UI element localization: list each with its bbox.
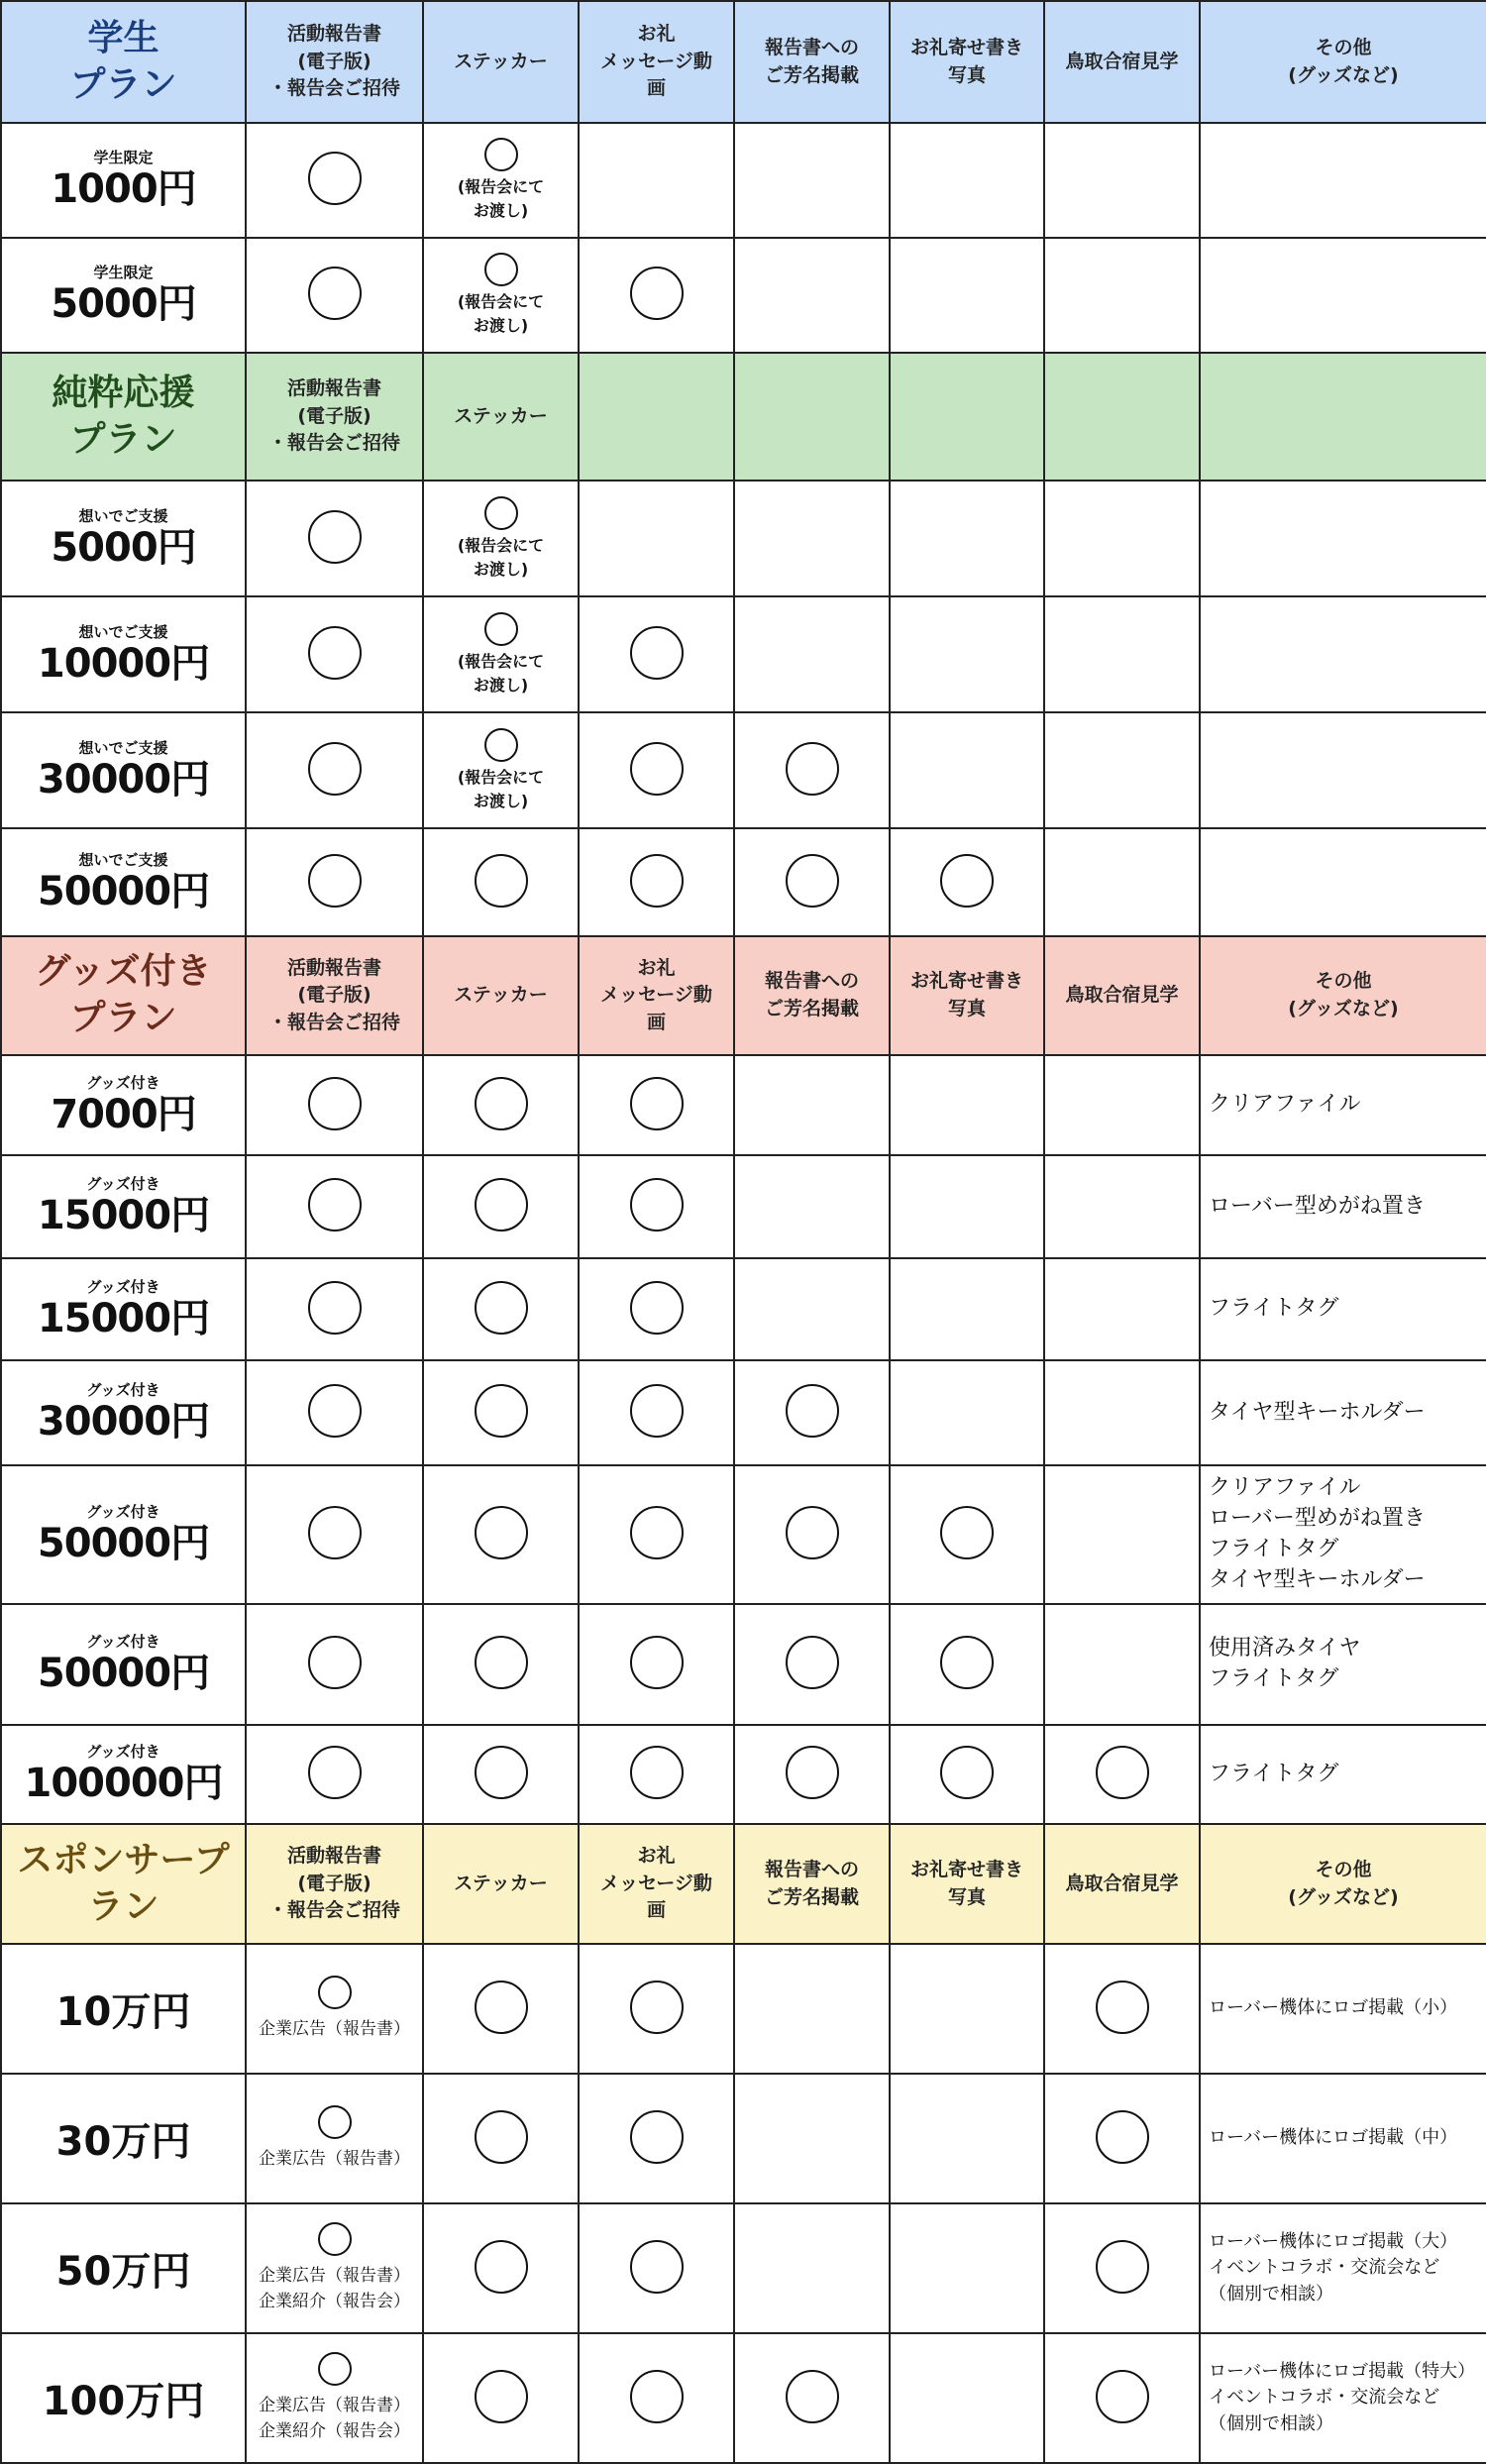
circle-mark-icon [940,1506,994,1559]
circle-mark-icon [630,1506,684,1559]
check-cell [246,828,423,936]
empty-cell [890,353,1044,481]
plan-row [1,1155,1486,1258]
empty-cell [1044,238,1200,353]
check-cell: 企業広告（報告書） 企業紹介（報告会） [246,2203,423,2333]
check-cell: (報告会にて お渡し) [423,481,579,596]
circle-mark-icon [1096,2240,1149,2294]
price-cell: グッズ付き 30000円 [1,1360,246,1465]
check-cell [579,712,734,828]
price-cell: 学生限定 5000円 [1,238,246,353]
plan-row [1,481,1486,596]
plan-row [1,1604,1486,1725]
check-cell [423,2074,579,2203]
circle-mark-icon [308,1281,362,1335]
circle-mark-icon [475,854,528,908]
empty-cell [1044,353,1200,481]
empty-cell [890,596,1044,712]
empty-cell [1044,1360,1200,1465]
price-cell: 想いでご支援 10000円 [1,596,246,712]
circle-mark-icon [475,2370,528,2423]
column-header: ステッカー [423,1824,579,1944]
empty-cell [1044,1258,1200,1360]
check-cell [579,238,734,353]
plan-row [1,238,1486,353]
empty-cell [890,481,1044,596]
check-cell: 企業広告（報告書） [246,1944,423,2074]
check-cell [246,1360,423,1465]
check-cell: 企業広告（報告書） [246,2074,423,2203]
circle-mark-icon [940,1746,994,1799]
circle-mark-icon [484,496,518,530]
column-header: 報告書への ご芳名掲載 [734,936,890,1055]
circle-mark-icon [308,742,362,796]
circle-mark-icon [308,1636,362,1689]
section-title: スポンサープ ラン [1,1824,246,1944]
check-cell [423,1725,579,1824]
empty-cell [734,238,890,353]
price-cell: グッズ付き 50000円 [1,1604,246,1725]
circle-mark-icon [475,1281,528,1335]
section-title: グッズ付き プラン [1,936,246,1055]
price-cell: グッズ付き 7000円 [1,1055,246,1155]
check-cell [734,828,890,936]
empty-cell [890,2203,1044,2333]
circle-mark-icon [318,2105,352,2139]
circle-mark-icon [786,1506,839,1559]
check-cell [246,1055,423,1155]
circle-mark-icon [484,728,518,762]
check-cell [734,1360,890,1465]
plan-row [1,1055,1486,1155]
circle-mark-icon [318,1976,352,2009]
check-cell [246,1258,423,1360]
check-cell [246,1604,423,1725]
check-cell [734,1725,890,1824]
price-cell: 想いでご支援 5000円 [1,481,246,596]
plan-row [1,1360,1486,1465]
check-cell: 企業広告（報告書） 企業紹介（報告会） [246,2333,423,2463]
empty-cell [1044,481,1200,596]
benefit-cell: ローバー機体にロゴ掲載（特大） イベントコラボ・交流会など （個別で相談） [1200,2333,1486,2463]
plan-row [1,828,1486,936]
circle-mark-icon [630,742,684,796]
circle-mark-icon [308,1077,362,1130]
column-header: その他 (グッズなど) [1200,1,1486,123]
check-cell: (報告会にて お渡し) [423,596,579,712]
check-cell [890,1604,1044,1725]
check-cell [579,1360,734,1465]
circle-mark-icon [318,2352,352,2386]
check-cell [1044,2203,1200,2333]
empty-cell [579,481,734,596]
check-cell [579,2203,734,2333]
check-cell [423,828,579,936]
circle-mark-icon [630,854,684,908]
circle-mark-icon [475,1981,528,2034]
circle-mark-icon [308,510,362,564]
goods-cell: 使用済みタイヤ フライトタグ [1200,1604,1486,1725]
check-cell [1044,2333,1200,2463]
check-cell [579,1258,734,1360]
column-header: 活動報告書 (電子版) ・報告会ご招待 [246,936,423,1055]
price-cell: グッズ付き 50000円 [1,1465,246,1604]
empty-cell [1044,1055,1200,1155]
price-cell: グッズ付き 100000円 [1,1725,246,1824]
price-cell: 想いでご支援 50000円 [1,828,246,936]
empty-cell [1044,596,1200,712]
empty-cell [1200,712,1486,828]
circle-mark-icon [1096,2370,1149,2423]
plan-row [1,1944,1486,2074]
empty-cell [734,1155,890,1258]
circle-mark-icon [630,1636,684,1689]
circle-mark-icon [484,138,518,171]
check-cell [423,2333,579,2463]
check-cell [734,2333,890,2463]
check-cell: (報告会にて お渡し) [423,238,579,353]
check-cell [1044,2074,1200,2203]
empty-cell [890,238,1044,353]
empty-cell [1044,712,1200,828]
circle-mark-icon [630,1384,684,1438]
circle-mark-icon [484,253,518,286]
empty-cell [1200,828,1486,936]
circle-mark-icon [308,854,362,908]
goods-cell: フライトタグ [1200,1725,1486,1824]
empty-cell [1044,1465,1200,1604]
circle-mark-icon [475,1746,528,1799]
empty-cell [1200,353,1486,481]
circle-mark-icon [475,1178,528,1232]
circle-mark-icon [308,267,362,320]
check-cell [579,596,734,712]
check-cell [246,481,423,596]
check-cell [423,1944,579,2074]
check-cell [246,596,423,712]
benefit-cell: ローバー機体にロゴ掲載（大） イベントコラボ・交流会など （個別で相談） [1200,2203,1486,2333]
circle-mark-icon [630,1281,684,1335]
check-cell [579,1465,734,1604]
column-header: その他 (グッズなど) [1200,1824,1486,1944]
check-cell [890,1725,1044,1824]
circle-mark-icon [786,2370,839,2423]
price-cell: 30万円 [1,2074,246,2203]
circle-mark-icon [786,1636,839,1689]
price-cell: 学生限定 1000円 [1,123,246,238]
column-header: 報告書への ご芳名掲載 [734,1,890,123]
empty-cell [734,1258,890,1360]
circle-mark-icon [786,854,839,908]
circle-mark-icon [475,2240,528,2294]
plan-row [1,2074,1486,2203]
empty-cell [1200,123,1486,238]
section-title: 学生 プラン [1,1,246,123]
circle-mark-icon [630,626,684,680]
circle-mark-icon [630,1746,684,1799]
check-cell [579,1944,734,2074]
empty-cell [890,2333,1044,2463]
column-header: お礼寄せ書き 写真 [890,936,1044,1055]
check-cell [579,2074,734,2203]
circle-mark-icon [630,2110,684,2164]
circle-mark-icon [940,1636,994,1689]
goods-cell: ローバー型めがね置き [1200,1155,1486,1258]
column-header: 鳥取合宿見学 [1044,936,1200,1055]
column-header: 鳥取合宿見学 [1044,1,1200,123]
circle-mark-icon [308,152,362,205]
circle-mark-icon [630,267,684,320]
check-cell [423,2203,579,2333]
empty-cell [579,353,734,481]
goods-cell: タイヤ型キーホルダー [1200,1360,1486,1465]
benefit-cell: ローバー機体にロゴ掲載（小） [1200,1944,1486,2074]
empty-cell [734,1055,890,1155]
empty-cell [734,596,890,712]
check-cell [890,1465,1044,1604]
circle-mark-icon [1096,2110,1149,2164]
plan-row [1,2203,1486,2333]
column-header: 活動報告書 (電子版) ・報告会ご招待 [246,353,423,481]
empty-cell [1044,123,1200,238]
plan-row [1,1725,1486,1824]
empty-cell [1200,596,1486,712]
check-cell [246,123,423,238]
plan-row [1,596,1486,712]
price-cell: グッズ付き 15000円 [1,1258,246,1360]
check-cell [734,1465,890,1604]
circle-mark-icon [475,1077,528,1130]
circle-mark-icon [1096,1981,1149,2034]
circle-mark-icon [475,1636,528,1689]
check-cell [579,1155,734,1258]
check-cell [246,1725,423,1824]
empty-cell [890,123,1044,238]
goods-cell: フライトタグ [1200,1258,1486,1360]
empty-cell [890,2074,1044,2203]
goods-cell: クリアファイル [1200,1055,1486,1155]
support-plan-header [1,353,1486,481]
empty-cell [890,712,1044,828]
plan-row [1,1258,1486,1360]
circle-mark-icon [1096,1746,1149,1799]
price-cell: 10万円 [1,1944,246,2074]
column-header: ステッカー [423,936,579,1055]
check-cell [246,238,423,353]
section-title: 純粋応援 プラン [1,353,246,481]
circle-mark-icon [308,1746,362,1799]
check-cell [734,1604,890,1725]
check-cell [423,1604,579,1725]
empty-cell [1044,1604,1200,1725]
empty-cell [1200,238,1486,353]
check-cell: (報告会にて お渡し) [423,712,579,828]
check-cell [579,1604,734,1725]
circle-mark-icon [630,1178,684,1232]
circle-mark-icon [484,612,518,646]
empty-cell [734,2203,890,2333]
check-cell [579,2333,734,2463]
goods-cell: クリアファイル ローバー型めがね置き フライトタグ タイヤ型キーホルダー [1200,1465,1486,1604]
student-plan-header [1,1,1486,123]
empty-cell [890,1944,1044,2074]
empty-cell [890,1055,1044,1155]
circle-mark-icon [630,1981,684,2034]
circle-mark-icon [475,1384,528,1438]
check-cell [423,1465,579,1604]
sponsor-plan-header [1,1824,1486,1944]
column-header: 活動報告書 (電子版) ・報告会ご招待 [246,1824,423,1944]
circle-mark-icon [475,1506,528,1559]
circle-mark-icon [318,2222,352,2256]
column-header: お礼 メッセージ動 画 [579,936,734,1055]
column-header: その他 (グッズなど) [1200,936,1486,1055]
circle-mark-icon [630,2240,684,2294]
check-cell [579,1055,734,1155]
column-header: ステッカー [423,353,579,481]
circle-mark-icon [630,2370,684,2423]
check-cell [423,1258,579,1360]
empty-cell [890,1258,1044,1360]
price-cell: グッズ付き 15000円 [1,1155,246,1258]
circle-mark-icon [630,1077,684,1130]
check-cell [579,828,734,936]
empty-cell [579,123,734,238]
circle-mark-icon [308,1506,362,1559]
price-cell: 想いでご支援 30000円 [1,712,246,828]
plan-row [1,2333,1486,2463]
empty-cell [734,2074,890,2203]
empty-cell [890,1360,1044,1465]
check-cell [246,1465,423,1604]
column-header: お礼 メッセージ動 画 [579,1824,734,1944]
check-cell: (報告会にて お渡し) [423,123,579,238]
column-header: お礼寄せ書き 写真 [890,1,1044,123]
circle-mark-icon [308,1384,362,1438]
check-cell [423,1055,579,1155]
circle-mark-icon [475,2110,528,2164]
check-cell [423,1155,579,1258]
check-cell [579,1725,734,1824]
column-header: 報告書への ご芳名掲載 [734,1824,890,1944]
plan-row [1,1465,1486,1604]
empty-cell [1044,828,1200,936]
empty-cell [1044,1155,1200,1258]
circle-mark-icon [786,742,839,796]
empty-cell [734,481,890,596]
check-cell [1044,1725,1200,1824]
price-cell: 100万円 [1,2333,246,2463]
circle-mark-icon [786,1746,839,1799]
goods-plan-header [1,936,1486,1055]
column-header: 鳥取合宿見学 [1044,1824,1200,1944]
check-cell [246,1155,423,1258]
column-header: お礼寄せ書き 写真 [890,1824,1044,1944]
empty-cell [1200,481,1486,596]
price-cell: 50万円 [1,2203,246,2333]
empty-cell [734,353,890,481]
check-cell [246,712,423,828]
check-cell [423,1360,579,1465]
empty-cell [734,123,890,238]
circle-mark-icon [940,854,994,908]
circle-mark-icon [308,626,362,680]
column-header: 活動報告書 (電子版) ・報告会ご招待 [246,1,423,123]
check-cell [734,712,890,828]
circle-mark-icon [786,1384,839,1438]
plan-row [1,123,1486,238]
plan-row [1,712,1486,828]
check-cell [1044,1944,1200,2074]
benefit-cell: ローバー機体にロゴ掲載（中） [1200,2074,1486,2203]
empty-cell [734,1944,890,2074]
circle-mark-icon [308,1178,362,1232]
column-header: お礼 メッセージ動 画 [579,1,734,123]
empty-cell [890,1155,1044,1258]
check-cell [890,828,1044,936]
column-header: ステッカー [423,1,579,123]
